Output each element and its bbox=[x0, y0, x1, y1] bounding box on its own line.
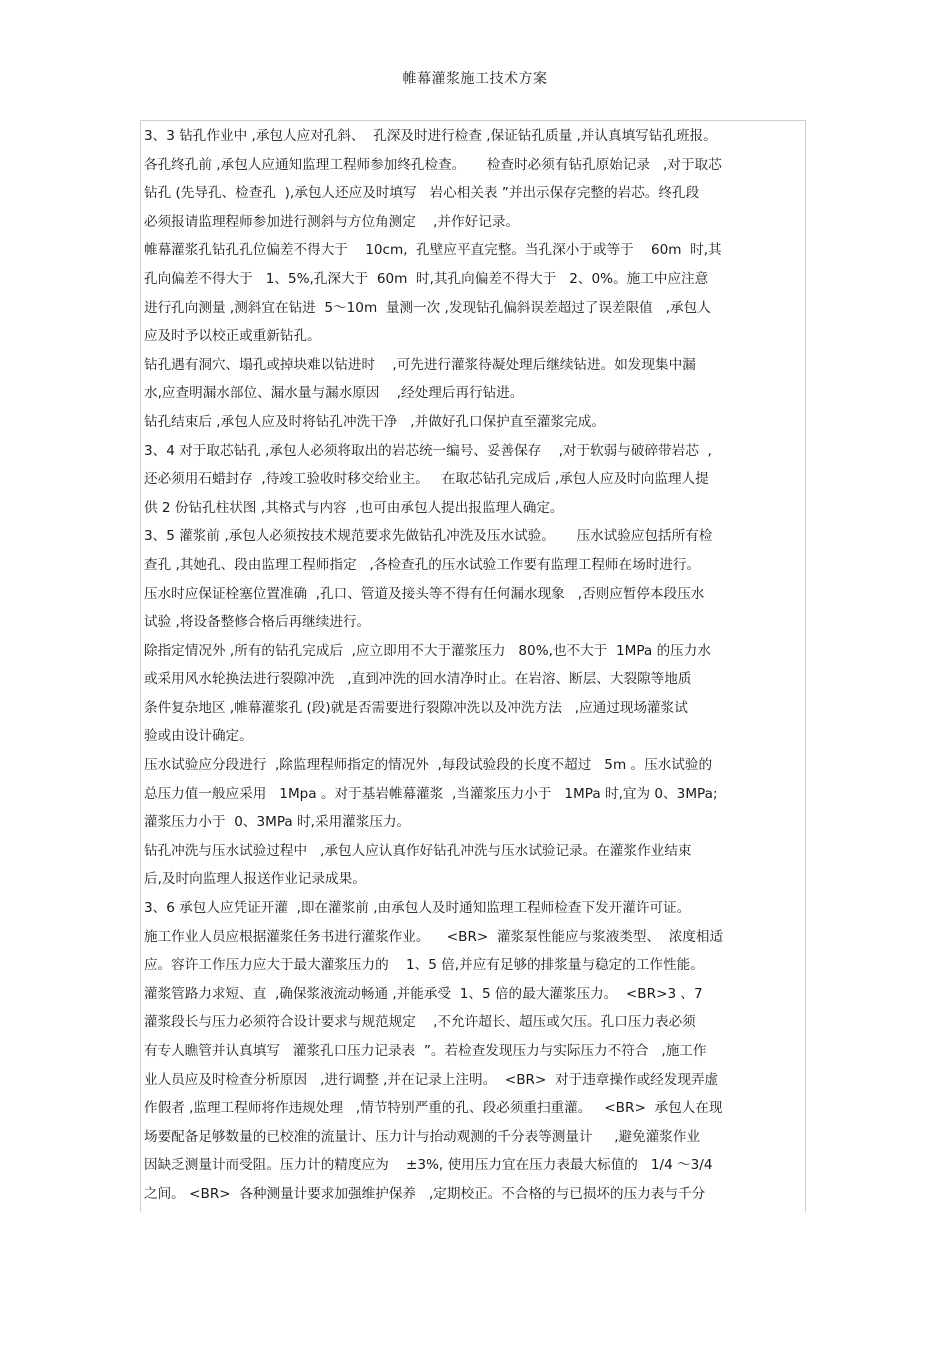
document-line: 压水试验应分段进行 ,除监理程师指定的情况外 ,每段试验段的长度不超过 5m 。压水试验的 bbox=[144, 757, 713, 774]
document-line: 试验 ,将设备整修合格后再继续进行。 bbox=[144, 614, 371, 631]
document-line: 因缺乏测量计而受阻。压力计的精度应为 ±3%, 使用压力宜在压力表最大标值的 1/4 ～3/4 bbox=[144, 1157, 713, 1174]
document-body bbox=[144, 122, 808, 1209]
document-line: 或采用风水轮换法进行裂隙冲洗 ,直到冲洗的回水清净时止。在岩溶、断层、大裂隙等地质 bbox=[144, 671, 692, 688]
document-line: 3、5 灌浆前 ,承包人必须按技术规范要求先做钻孔冲洗及压水试验。 压水试验应包括所有检 bbox=[144, 528, 713, 545]
document-line: 除指定情况外 ,所有的钻孔完成后 ,应立即用不大于灌浆压力 80%,也不大于 1MPa 的压力水 bbox=[144, 642, 711, 659]
document-line: 还必须用石蜡封存 ,待竣工验收时移交给业主。 在取芯钻孔完成后 ,承包人应及时向监理人提 bbox=[144, 471, 709, 488]
document-line: 有专人瞧管并认真填写 灌浆孔口压力记录表 ”。若检查发现压力与实际压力不符合 ,施工作 bbox=[144, 1043, 707, 1059]
document-line: 水,应查明漏水部位、漏水量与漏水原因 ,经处理后再行钻进。 bbox=[144, 385, 524, 402]
document-line: 钻孔 (先导孔、检查孔 ),承包人还应及时填写 岩心相关表 ”并出示保存完整的岩芯。终孔段 bbox=[144, 185, 700, 202]
document-line: 帷幕灌浆孔钻孔孔位偏差不得大于 10cm, 孔壁应平直完整。当孔深小于或等于 60m 时,其 bbox=[144, 242, 722, 259]
document-line: 灌浆压力小于 0、3MPa 时,采用灌浆压力。 bbox=[144, 814, 411, 831]
document-line: 业人员应及时检查分析原因 ,进行调整 ,并在记录上注明。 <BR> 对于违章操作或经发现弄虚 bbox=[144, 1071, 719, 1088]
document-line: 场要配备足够数量的已校准的流量计、压力计与抬动观测的千分表等测量计 ,避免灌浆作业 bbox=[144, 1128, 701, 1145]
document-line: 后,及时向监理人报送作业记录成果。 bbox=[144, 871, 366, 888]
document-line: 钻孔冲洗与压水试验过程中 ,承包人应认真作好钻孔冲洗与压水试验记录。在灌浆作业结束 bbox=[144, 842, 692, 859]
document-line: 压水时应保证栓塞位置准确 ,孔口、管道及接头等不得有任何漏水现象 ,否则应暂停本段压水 bbox=[144, 585, 705, 602]
document-line: 作假者 ,监理工程师将作违规处理 ,情节特别严重的孔、段必须重扫重灌。 <BR> 承包人在现 bbox=[144, 1100, 723, 1117]
document-line: 必须报请监理程师参加进行测斜与方位角测定 ,并作好记录。 bbox=[144, 213, 520, 230]
document-line: 应。容许工作压力应大于最大灌浆压力的 1、5 倍,并应有足够的排浆量与稳定的工作性能。 bbox=[144, 957, 704, 974]
document-line: 之间。 <BR> 各种测量计要求加强维护保养 ,定期校正。不合格的与已损坏的压力表与千分 bbox=[144, 1185, 706, 1202]
page-title: 帷幕灌浆施工技术方案 bbox=[402, 71, 548, 87]
document-line: 孔向偏差不得大于 1、5%,孔深大于 60m 时,其孔向偏差不得大于 2、0%。施工中应注意 bbox=[144, 270, 709, 287]
document-line: 总压力值一般应采用 1Mpa 。对于基岩帷幕灌浆 ,当灌浆压力小于 1MPa 时,宜为 0、3MPa; bbox=[144, 785, 718, 802]
document-line: 条件复杂地区 ,帷幕灌浆孔 (段)就是否需要进行裂隙冲洗以及冲洗方法 ,应通过现场灌浆试 bbox=[144, 699, 688, 716]
document-line: 3、6 承包人应凭证开灌 ,即在灌浆前 ,由承包人及时通知监理工程师检查下发开灌许可证。 bbox=[144, 900, 691, 917]
document-line: 验或由设计确定。 bbox=[144, 728, 253, 745]
document-line: 施工作业人员应根据灌浆任务书进行灌浆作业。 <BR> 灌浆泵性能应与浆液类型、 浓度相适 bbox=[144, 928, 724, 945]
document-line: 进行孔向测量 ,测斜宜在钻进 5～10m 量测一次 ,发现钻孔偏斜误差超过了误差限值 ,承包人 bbox=[144, 299, 711, 316]
document-line: 3、3 钻孔作业中 ,承包人应对孔斜、 孔深及时进行检查 ,保证钻孔质量 ,并认真填写钻孔班报。 bbox=[144, 128, 717, 144]
document-line: 各孔终孔前 ,承包人应通知监理工程师参加终孔检查。 检查时必须有钻孔原始记录 ,对于取芯 bbox=[144, 156, 722, 173]
document-line: 灌浆管路力求短、直 ,确保浆液流动畅通 ,并能承受 1、5 倍的最大灌浆压力。 <BR>3 、7 bbox=[144, 985, 703, 1002]
document-line: 应及时予以校正或重新钻孔。 bbox=[144, 328, 321, 345]
document-line: 钻孔遇有洞穴、塌孔或掉块难以钻进时 ,可先进行灌浆待凝处理后继续钻进。如发现集中漏 bbox=[144, 356, 696, 373]
document-line: 查孔 ,其她孔、段由监理工程师指定 ,各检查孔的压水试验工作要有监理工程师在场时进行。 bbox=[144, 556, 701, 573]
document-line: 3、4 对于取芯钻孔 ,承包人必须将取出的岩芯统一编号、妥善保存 ,对于软弱与破碎带岩芯 , bbox=[144, 442, 712, 459]
document-line: 供 2 份钻孔柱状图 ,其格式与内容 ,也可由承包人提出报监理人确定。 bbox=[144, 499, 564, 516]
document-line: 钻孔结束后 ,承包人应及时将钻孔冲洗干净 ,并做好孔口保护直至灌浆完成。 bbox=[144, 413, 605, 430]
document-line: 灌浆段长与压力必须符合设计要求与规范规定 ,不允许超长、超压或欠压。孔口压力表必须 bbox=[144, 1014, 696, 1031]
